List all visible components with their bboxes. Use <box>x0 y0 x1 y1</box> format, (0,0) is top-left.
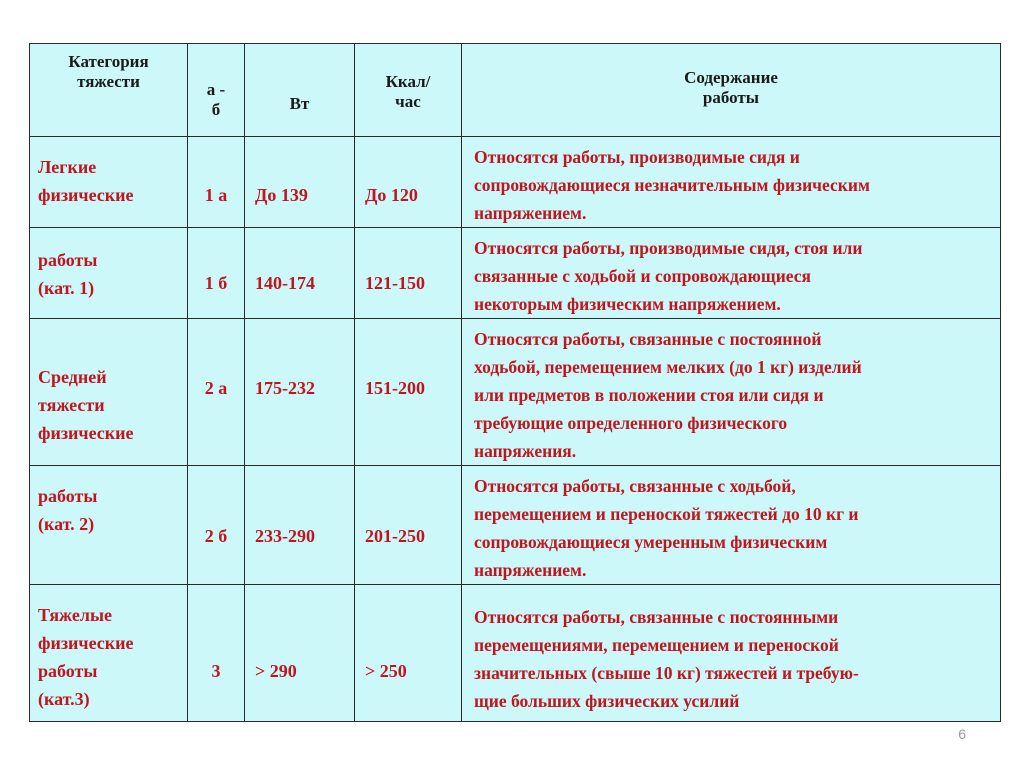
row-kcal: 121-150 <box>355 228 462 319</box>
row-desc: Относятся работы, связанные с постоянной ходьбой, перемещением мелких (до 1 кг) изделий или предметов в положении стоя или сидя и требующие определенного физического напряжения. <box>462 319 1001 466</box>
header-ab: а - б <box>188 44 245 137</box>
table-row <box>30 319 1001 466</box>
row-desc: Относятся работы, связанные с ходьбой, перемещением и переноской тяжестей до 10 кг и сопровождающиеся умеренным физическим напряжением. <box>462 466 1001 585</box>
row-vt: 233-290 <box>245 466 355 585</box>
work-category-table <box>29 43 1001 722</box>
work-category-table-wrapper <box>29 43 1001 722</box>
header-kcal: Ккал/ час <box>355 44 462 137</box>
row-kcal: 201-250 <box>355 466 462 585</box>
row-vt: 140-174 <box>245 228 355 319</box>
row-category: работы (кат. 1) <box>30 228 188 319</box>
row-desc: Относятся работы, производимые сидя и сопровождающиеся незначительным физическим напряжением. <box>462 137 1001 228</box>
row-desc: Относятся работы, связанные с постоянными перемещениями, перемещением и переноской значительных (свыше 10 кг) тяжестей и требую- щие больших физических усилий <box>462 585 1001 722</box>
row-ab: 2 а <box>188 319 245 466</box>
row-ab: 1 б <box>188 228 245 319</box>
header-category: Категория тяжести <box>30 44 188 137</box>
row-ab: 3 <box>188 585 245 722</box>
row-category: работы (кат. 2) <box>30 466 188 585</box>
page-number: 6 <box>958 726 966 742</box>
table-row <box>30 466 1001 585</box>
row-ab: 1 а <box>188 137 245 228</box>
row-ab: 2 б <box>188 466 245 585</box>
header-desc: Содержание работы <box>462 44 1001 137</box>
row-vt: > 290 <box>245 585 355 722</box>
row-kcal: До 120 <box>355 137 462 228</box>
row-desc: Относятся работы, производимые сидя, стоя или связанные с ходьбой и сопровождающиеся некоторым физическим напряжением. <box>462 228 1001 319</box>
row-vt: 175-232 <box>245 319 355 466</box>
row-vt: До 139 <box>245 137 355 228</box>
row-category: Тяжелые физические работы (кат.3) <box>30 585 188 722</box>
row-kcal: > 250 <box>355 585 462 722</box>
table-row <box>30 228 1001 319</box>
header-vt: Вт <box>245 44 355 137</box>
table-row <box>30 585 1001 722</box>
table-header-row <box>30 44 1001 137</box>
row-category: Легкие физические <box>30 137 188 228</box>
table-row <box>30 137 1001 228</box>
row-category: Средней тяжести физические <box>30 319 188 466</box>
row-kcal: 151-200 <box>355 319 462 466</box>
